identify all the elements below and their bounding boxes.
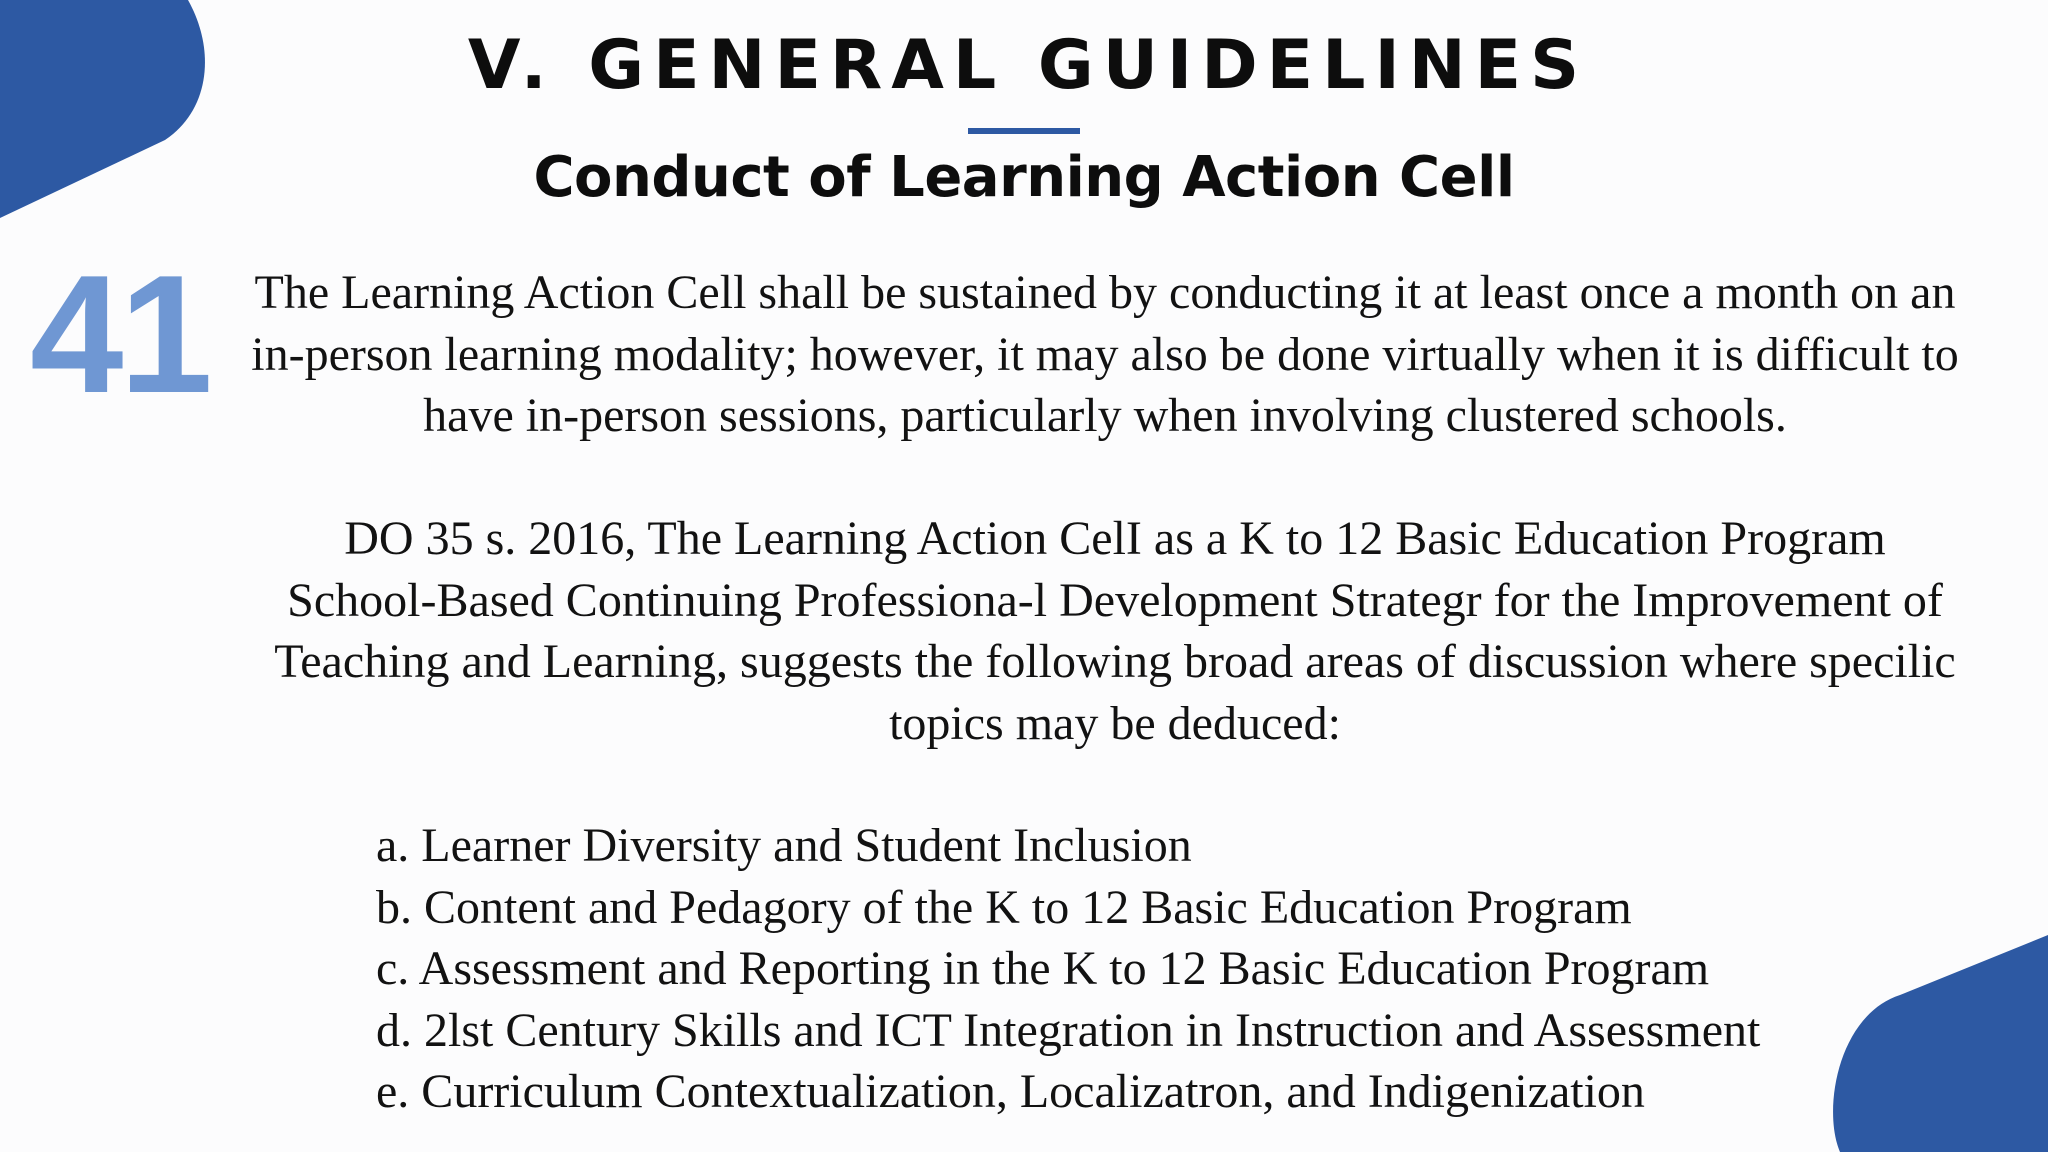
list-item: e. Curriculum Contextualization, Localizatron, and Indigenization [376, 1065, 1645, 1118]
reference-paragraph: DO 35 s. 2016, The Learning Action CelI as a K to 12 Basic Education Program School-Based Continuing Professiona-l Development Strategr for the Improvement of Teaching and Learning, suggests the following broad areas of discussion where specilic topics may be deduced: [274, 512, 1956, 750]
discussion-areas-list [376, 815, 1760, 1123]
list-item: a. Learner Diversity and Student Inclusion [376, 819, 1192, 872]
slide-number: 41 [30, 240, 209, 428]
title-underline-divider [968, 128, 1080, 134]
bottom-right-decorative-shape [1830, 925, 2048, 1152]
page-title: V. GENERAL GUIDELINES [467, 26, 1589, 105]
list-item: b. Content and Pedagory of the K to 12 Basic Education Program [376, 880, 1632, 934]
guideline-paragraph: The Learning Action Cell shall be sustained by conducting it at least once a month on an in-person learning modality; however, it may also be done virtually when it is difficult to have in-person sessions, particularly when involving clustered schools. [251, 266, 1959, 442]
list-item: d. 2lst Century Skills and ICT Integration in Instruction and Assessment [376, 1003, 1761, 1057]
list-item: c. Assessment and Reporting in the K to 12 Basic Education Program [376, 942, 1710, 995]
page-subtitle: Conduct of Learning Action Cell [533, 145, 1515, 210]
